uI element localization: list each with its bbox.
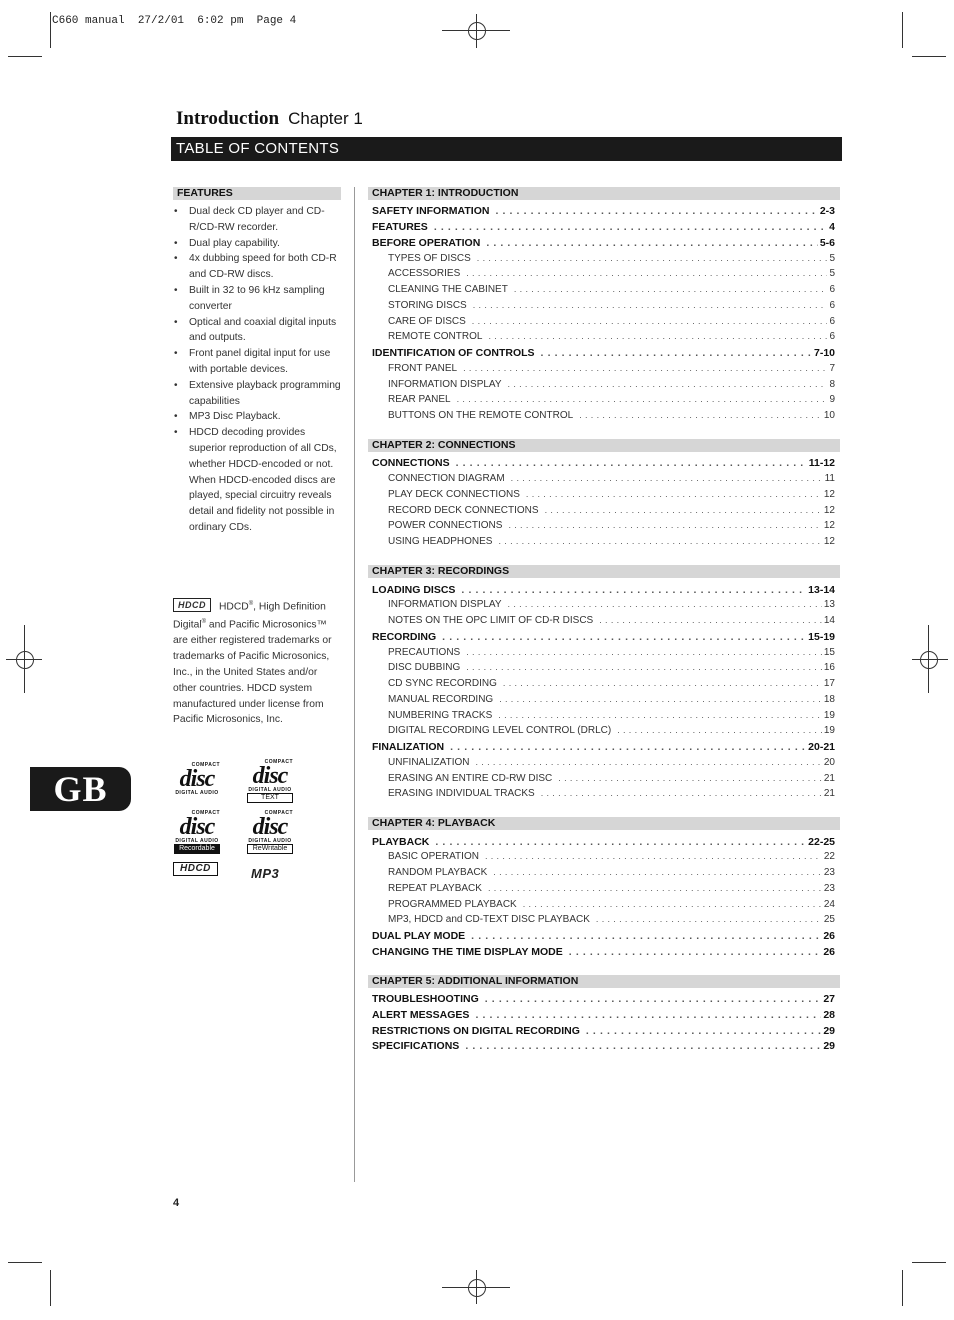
toc-entry-title: BUTTONS ON THE REMOTE CONTROL <box>388 410 574 421</box>
toc-entry-title: CARE OF DISCS <box>388 316 466 327</box>
toc-entry-page: 4 <box>829 221 835 233</box>
toc-leader-dots <box>596 914 822 925</box>
toc-entry-title: PLAY DECK CONNECTIONS <box>388 489 520 500</box>
toc-leader-dots <box>579 410 822 421</box>
toc-entry <box>388 710 835 725</box>
toc-entry-page: 15-19 <box>808 631 835 643</box>
toc-entry <box>388 363 835 378</box>
toc-entry-page: 5 <box>829 253 835 264</box>
toc-entry-page: 8 <box>829 379 835 390</box>
toc-entry <box>388 300 835 315</box>
toc-leader-dots <box>523 899 822 910</box>
feature-item: • Built in 32 to 96 kHz sampling converter <box>173 283 341 315</box>
toc-entry <box>372 584 835 599</box>
toc-entry-title: TYPES OF DISCS <box>388 253 471 264</box>
hdcd-logo: HDCD <box>173 862 218 876</box>
toc-entry-title: ALERT MESSAGES <box>372 1009 470 1021</box>
toc-entry-page: 29 <box>823 1040 835 1052</box>
toc-entry <box>388 757 835 772</box>
toc-entry-page: 9 <box>829 394 835 405</box>
toc-entry-title: NUMBERING TRACKS <box>388 710 493 721</box>
toc-entry-title: UNFINALIZATION <box>388 757 470 768</box>
toc-leader-dots <box>435 836 806 848</box>
toc-leader-dots <box>473 300 828 311</box>
title-bold: Introduction <box>176 108 280 129</box>
toc-entry-title: TROUBLESHOOTING <box>372 993 479 1005</box>
toc-entry-title: REPEAT PLAYBACK <box>388 883 482 894</box>
features-list <box>173 204 341 536</box>
toc-entry-page: 12 <box>823 489 835 500</box>
toc-entry-title: FEATURES <box>372 221 428 233</box>
toc-entry <box>372 1009 835 1024</box>
toc-entry-title: SAFETY INFORMATION <box>372 205 490 217</box>
toc-leader-dots <box>498 710 822 721</box>
toc-entry <box>388 379 835 394</box>
toc-entry-title: INFORMATION DISPLAY <box>388 599 502 610</box>
toc-entry <box>388 331 835 346</box>
toc-entry <box>388 268 835 283</box>
ch2-heading: CHAPTER 2: CONNECTIONS <box>368 439 840 452</box>
toc-entry-page: 5-6 <box>819 237 835 249</box>
toc-entry-page: 11 <box>824 473 835 484</box>
column-divider <box>354 187 355 1182</box>
feature-item: • Dual play capability. <box>173 236 341 252</box>
toc-entry-title: ERASING INDIVIDUAL TRACKS <box>388 788 535 799</box>
toc-entry <box>372 1025 835 1040</box>
print-slug: C660 manual 27/2/01 6:02 pm Page 4 <box>52 15 297 27</box>
toc-leader-dots <box>488 883 822 894</box>
toc-entry-page: 28 <box>823 1009 835 1021</box>
toc-entry <box>372 221 835 236</box>
toc-entry-page: 23 <box>823 867 835 878</box>
toc-entry-page: 5 <box>829 268 835 279</box>
toc-entry <box>372 631 835 646</box>
toc-entry <box>388 284 835 299</box>
ch3-heading: CHAPTER 3: RECORDINGS <box>368 565 840 578</box>
toc-entry <box>388 678 835 693</box>
compact-disc-text-logo: COMPACT disc DIGITAL AUDIO TEXT <box>248 759 293 801</box>
feature-item: • HDCD decoding provides superior reproduction of all CDs, whether HDCD-encoded or not. When HDCD-encoded discs are played, special circuitry reveals detail and fidelity not possible in ordinary CDs. <box>173 425 341 536</box>
toc-entry-title: PLAYBACK <box>372 836 430 848</box>
toc-entry <box>388 725 835 740</box>
toc-entry <box>372 237 835 252</box>
toc-entry-page: 22 <box>823 851 835 862</box>
page-number: 4 <box>173 1197 180 1209</box>
toc-entry-page: 12 <box>823 505 835 516</box>
toc-entry <box>388 867 835 882</box>
toc-entry <box>372 836 835 851</box>
toc-entry-page: 29 <box>823 1025 835 1037</box>
toc-entry-title: CHANGING THE TIME DISPLAY MODE <box>372 946 563 958</box>
toc-leader-dots <box>457 394 828 405</box>
toc-leader-dots <box>475 757 821 768</box>
toc-entry-title: CONNECTIONS <box>372 457 450 469</box>
toc-leader-dots <box>456 457 807 469</box>
feature-item: • Extensive playback programming capabilities <box>173 378 341 410</box>
toc-entry-page: 24 <box>823 899 835 910</box>
toc-leader-dots <box>472 316 828 327</box>
toc-entry-page: 23 <box>823 883 835 894</box>
toc-leader-dots <box>541 788 822 799</box>
toc-entry-page: 2-3 <box>819 205 835 217</box>
toc-entry-page: 11-12 <box>808 457 835 469</box>
page-title <box>176 108 363 130</box>
toc-entry-page: 20-21 <box>808 741 835 753</box>
toc-entry-page: 6 <box>829 316 835 327</box>
toc-entry-title: RANDOM PLAYBACK <box>388 867 488 878</box>
toc-entry-page: 6 <box>829 331 835 342</box>
toc-leader-dots <box>541 347 812 359</box>
toc-entry-page: 21 <box>823 788 835 799</box>
toc-leader-dots <box>466 647 822 658</box>
toc-entry-page: 19 <box>823 710 835 721</box>
toc-leader-dots <box>508 379 828 390</box>
toc-entry-page: 12 <box>823 536 835 547</box>
toc-entry-title: CONNECTION DIAGRAM <box>388 473 505 484</box>
toc-leader-dots <box>503 678 822 689</box>
toc-entry <box>388 773 835 788</box>
toc-entry-page: 6 <box>829 284 835 295</box>
toc-entry-title: RESTRICTIONS ON DIGITAL RECORDING <box>372 1025 580 1037</box>
ch5-heading: CHAPTER 5: ADDITIONAL INFORMATION <box>368 975 840 988</box>
toc-leader-dots <box>499 694 822 705</box>
toc-entry-title: REAR PANEL <box>388 394 451 405</box>
toc-entry-title: CLEANING THE CABINET <box>388 284 508 295</box>
toc-entry-title: RECORDING <box>372 631 437 643</box>
toc-leader-dots <box>461 584 806 596</box>
toc-entry-title: LOADING DISCS <box>372 584 456 596</box>
toc-leader-dots <box>508 599 822 610</box>
toc-entry-title: FRONT PANEL <box>388 363 458 374</box>
toc-leader-dots <box>466 268 827 279</box>
toc-leader-dots <box>466 662 822 673</box>
toc-entry-page: 22-25 <box>808 836 835 848</box>
feature-item: • Dual deck CD player and CD-R/CD-RW recorder. <box>173 204 341 236</box>
toc-entry-page: 18 <box>823 694 835 705</box>
toc-leader-dots <box>485 993 822 1005</box>
toc-entry <box>388 788 835 803</box>
toc-leader-dots <box>442 631 806 643</box>
toc-entry <box>372 347 835 362</box>
feature-item: • 4x dubbing speed for both CD-R and CD-RW discs. <box>173 251 341 283</box>
toc-entry-title: POWER CONNECTIONS <box>388 520 503 531</box>
toc-leader-dots <box>569 946 822 958</box>
toc-leader-dots <box>486 237 818 249</box>
toc-entry-page: 14 <box>823 615 835 626</box>
toc-entry <box>388 883 835 898</box>
toc-leader-dots <box>511 473 823 484</box>
toc-leader-dots <box>485 851 822 862</box>
toc-entry <box>388 851 835 866</box>
toc-entry <box>388 615 835 630</box>
toc-entry-page: 15 <box>823 647 835 658</box>
toc-entry <box>388 536 835 551</box>
toc-entry-page: 13-14 <box>808 584 835 596</box>
language-tab: GB <box>30 767 131 811</box>
title-chapter: Chapter 1 <box>288 109 363 128</box>
toc-entry-title: BASIC OPERATION <box>388 851 479 862</box>
toc-entry <box>372 741 835 756</box>
toc-entry-title: RECORD DECK CONNECTIONS <box>388 505 539 516</box>
toc-entry <box>388 473 835 488</box>
toc-leader-dots <box>475 1009 821 1021</box>
toc-entry-title: DISC DUBBING <box>388 662 461 673</box>
toc-entry-title: STORING DISCS <box>388 300 467 311</box>
toc-entry <box>388 316 835 331</box>
hdcd-trademark-note: HDCD HDCD®, High Definition Digital® and Pacific Microsonics™ are either registered trademarks or trademarks of Pacific Microsonics, Inc., in the United States and/or other countries. HDCD system manufactured under license from Pacific Microsonics, Inc. <box>173 600 332 726</box>
toc-entry-title: MP3, HDCD and CD-TEXT DISC PLAYBACK <box>388 914 590 925</box>
toc-entry-title: NOTES ON THE OPC LIMIT OF CD-R DISCS <box>388 615 594 626</box>
compact-disc-digital-audio-logo: COMPACT disc DIGITAL AUDIO <box>175 762 220 796</box>
toc-entry-page: 13 <box>823 599 835 610</box>
toc-leader-dots <box>599 615 822 626</box>
toc-leader-dots <box>498 536 821 547</box>
toc-entry <box>388 520 835 535</box>
toc-entry <box>372 993 835 1008</box>
toc-leader-dots <box>477 253 828 264</box>
compact-disc-rewritable-logo: COMPACT disc DIGITAL AUDIO ReWritable <box>248 810 293 852</box>
toc-entry <box>388 599 835 614</box>
toc-leader-dots <box>488 331 827 342</box>
toc-entry <box>388 410 835 425</box>
toc-entry-page: 7-10 <box>813 347 835 359</box>
toc-leader-dots <box>471 930 821 942</box>
toc-entry-page: 26 <box>823 930 835 942</box>
toc-entry-title: CD SYNC RECORDING <box>388 678 497 689</box>
toc-entry <box>388 253 835 268</box>
toc-entry-page: 16 <box>823 662 835 673</box>
toc-entry <box>372 946 835 961</box>
compact-disc-recordable-logo: COMPACT disc DIGITAL AUDIO Recordable <box>175 810 220 852</box>
ch1-heading: CHAPTER 1: INTRODUCTION <box>368 187 840 200</box>
toc-entry-title: PROGRAMMED PLAYBACK <box>388 899 517 910</box>
toc-entry-page: 19 <box>823 725 835 736</box>
toc-entry-page: 20 <box>823 757 835 768</box>
toc-entry-page: 25 <box>823 914 835 925</box>
toc-entry-page: 6 <box>829 300 835 311</box>
toc-entry-title: ACCESSORIES <box>388 268 461 279</box>
toc-entry-title: FINALIZATION <box>372 741 445 753</box>
features-heading: FEATURES <box>173 187 341 200</box>
toc-entry-title: DUAL PLAY MODE <box>372 930 466 942</box>
toc-entry <box>388 662 835 677</box>
toc-entry-title: DIGITAL RECORDING LEVEL CONTROL (DRLC) <box>388 725 612 736</box>
toc-entry <box>372 930 835 945</box>
toc-entry-title: SPECIFICATIONS <box>372 1040 460 1052</box>
toc-entry <box>388 489 835 504</box>
toc-leader-dots <box>586 1025 821 1037</box>
toc-leader-dots <box>514 284 828 295</box>
toc-leader-dots <box>434 221 827 233</box>
toc-entry-title: USING HEADPHONES <box>388 536 493 547</box>
toc-entry-title: INFORMATION DISPLAY <box>388 379 502 390</box>
toc-entry-page: 12 <box>823 520 835 531</box>
toc-entry-title: ERASING AN ENTIRE CD-RW DISC <box>388 773 553 784</box>
toc-entry <box>388 899 835 914</box>
toc-entry-title: BEFORE OPERATION <box>372 237 481 249</box>
toc-leader-dots <box>558 773 822 784</box>
toc-entry <box>388 694 835 709</box>
hdcd-badge-icon: HDCD <box>173 598 211 612</box>
feature-item: • Front panel digital input for use with portable devices. <box>173 346 341 378</box>
toc-entry <box>388 647 835 662</box>
feature-item: • MP3 Disc Playback. <box>173 409 341 425</box>
toc-leader-dots <box>463 363 827 374</box>
toc-leader-dots <box>465 1040 821 1052</box>
toc-entry-page: 17 <box>823 678 835 689</box>
toc-leader-dots <box>508 520 821 531</box>
toc-banner: TABLE OF CONTENTS <box>171 137 842 161</box>
toc-leader-dots <box>545 505 822 516</box>
feature-item: • Optical and coaxial digital inputs and outputs. <box>173 315 341 347</box>
toc-entry-title: IDENTIFICATION OF CONTROLS <box>372 347 535 359</box>
toc-entry <box>388 505 835 520</box>
toc-entry-page: 26 <box>823 946 835 958</box>
toc-entry <box>388 394 835 409</box>
toc-entry <box>372 457 835 472</box>
toc-entry-title: MANUAL RECORDING <box>388 694 494 705</box>
toc-leader-dots <box>617 725 822 736</box>
toc-entry <box>388 914 835 929</box>
toc-entry <box>372 205 835 220</box>
toc-entry-page: 7 <box>829 363 835 374</box>
mp3-logo: MP3 <box>251 866 280 881</box>
toc-entry-page: 27 <box>823 993 835 1005</box>
toc-entry-title: REMOTE CONTROL <box>388 331 483 342</box>
toc-leader-dots <box>495 205 817 217</box>
toc-entry-page: 10 <box>823 410 835 421</box>
ch4-heading: CHAPTER 4: PLAYBACK <box>368 817 840 830</box>
toc-entry-title: PRECAUTIONS <box>388 647 461 658</box>
toc-entry <box>372 1040 835 1055</box>
toc-leader-dots <box>450 741 806 753</box>
toc-entry-page: 21 <box>823 773 835 784</box>
toc-leader-dots <box>493 867 822 878</box>
toc-leader-dots <box>526 489 822 500</box>
